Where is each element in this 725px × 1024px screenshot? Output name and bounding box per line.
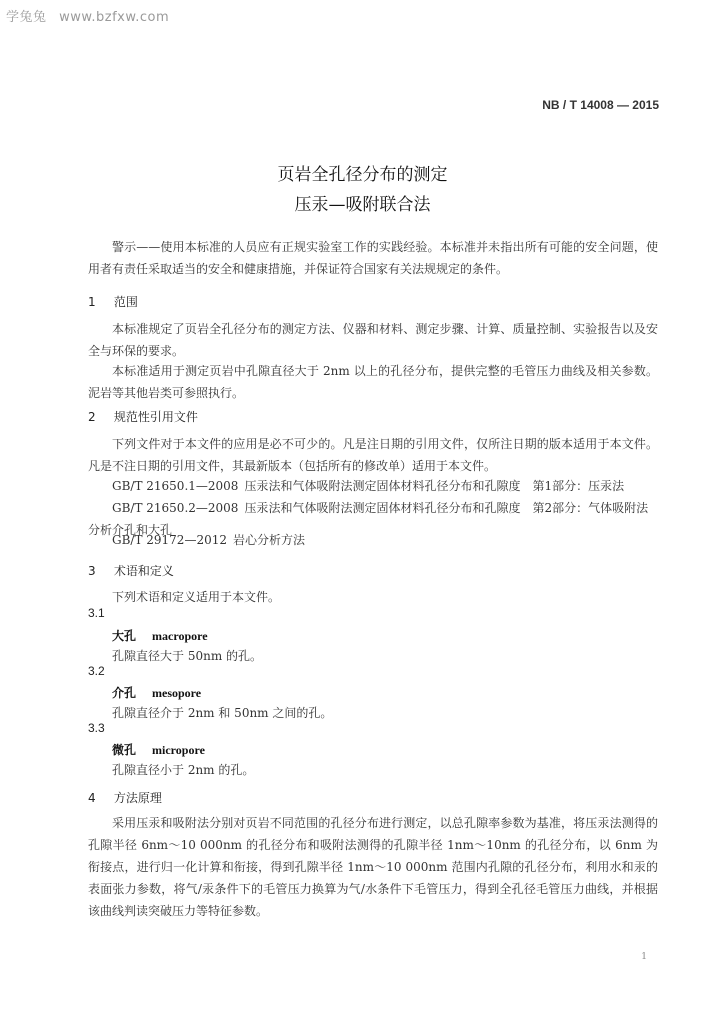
warning-paragraph: 警示——使用本标准的人员应有正规实验室工作的实践经验。本标准并未指出所有可能的安全问题，使用者有责任采取适当的安全和健康措施，并保证符合国家有关法规规定的条件。 (88, 240, 658, 276)
section-3-heading (88, 562, 174, 579)
term-english: micropore (152, 743, 205, 757)
section-title: 术语和定义 (113, 564, 174, 578)
section-4-paragraph-1: 采用压汞和吸附法分别对页岩不同范围的孔径分布进行测定，以总孔隙率参数为基准，将压汞法测得的孔隙半径 6nm～10 000nm 的孔径分布和吸附法测得的孔隙半径 1nm～10nm 的孔径分布，以 6nm 为衔接点，进行归一化计算和衔接，得到孔隙半径 1nm～10 000nm 范围内孔隙的孔径分布，利用水和汞的表面张力参数，将气/汞条件下的毛管压力换算为气/水条件下毛管压力，得到全孔径毛管压力曲线，并根据该曲线判读突破压力等特征参数。 (88, 816, 658, 918)
term-heading (112, 627, 208, 644)
watermark-url: www.bzfxw.com (59, 10, 170, 25)
section-number: 4 (88, 791, 96, 805)
reference-item (88, 529, 658, 551)
term-number: 3.2 (88, 664, 105, 678)
term-heading (112, 741, 205, 758)
section-1-paragraph-2: 本标准适用于测定页岩中孔隙直径大于 2nm 以上的孔径分布，提供完整的毛管压力曲线及相关参数。泥岩等其他岩类可参照执行。 (88, 364, 658, 400)
page-number: 1 (641, 952, 647, 962)
reference-item (88, 475, 658, 497)
section-2-heading (88, 408, 198, 425)
term-chinese: 大孔 (112, 629, 137, 643)
section-title: 范围 (113, 295, 138, 309)
doc-title-line2: 压汞—吸附联合法 (294, 195, 431, 215)
term-definition: 孔隙直径介于 2nm 和 50nm 之间的孔。 (112, 706, 333, 720)
reference-code: GB/T 21650.2—2008 (112, 501, 239, 515)
section-4-heading (88, 789, 162, 806)
reference-title: 压汞法和气体吸附法测定固体材料孔径分布和孔隙度 第2部分：气体吸附法分析介孔和大孔 (88, 501, 649, 537)
watermark (6, 6, 177, 25)
section-number: 3 (88, 564, 96, 578)
term-chinese: 介孔 (112, 686, 137, 700)
term-heading (112, 684, 201, 701)
term-number: 3.1 (88, 606, 105, 620)
term-english: mesopore (152, 686, 202, 700)
section-number: 1 (88, 295, 96, 309)
reference-title: 岩心分析方法 (232, 533, 305, 547)
section-title: 规范性引用文件 (113, 410, 198, 424)
term-english: macropore (152, 629, 208, 643)
section-2-paragraph-1: 下列文件对于本文件的应用是必不可少的。凡是注日期的引用文件，仅所注日期的版本适用于本文件。凡是不注日期的引用文件，其最新版本（包括所有的修改单）适用于本文件。 (88, 437, 658, 473)
standard-code: NB / T 14008 — 2015 (542, 98, 659, 112)
doc-title-line1: 页岩全孔径分布的测定 (277, 165, 448, 185)
watermark-site-name: 学兔兔 (6, 10, 47, 25)
section-1-heading (88, 293, 138, 310)
term-definition: 孔隙直径大于 50nm 的孔。 (112, 649, 263, 663)
term-definition: 孔隙直径小于 2nm 的孔。 (112, 763, 255, 777)
section-3-paragraph-1: 下列术语和定义适用于本文件。 (112, 590, 281, 604)
reference-code: GB/T 29172—2012 (112, 533, 227, 547)
reference-title: 压汞法和气体吸附法测定固体材料孔径分布和孔隙度 第1部分：压汞法 (244, 479, 625, 493)
term-number: 3.3 (88, 721, 105, 735)
term-chinese: 微孔 (112, 743, 137, 757)
reference-code: GB/T 21650.1—2008 (112, 479, 239, 493)
section-1-paragraph-1: 本标准规定了页岩全孔径分布的测定方法、仪器和材料、测定步骤、计算、质量控制、实验报告以及安全与环保的要求。 (88, 322, 658, 358)
section-title: 方法原理 (113, 791, 162, 805)
section-number: 2 (88, 410, 96, 424)
